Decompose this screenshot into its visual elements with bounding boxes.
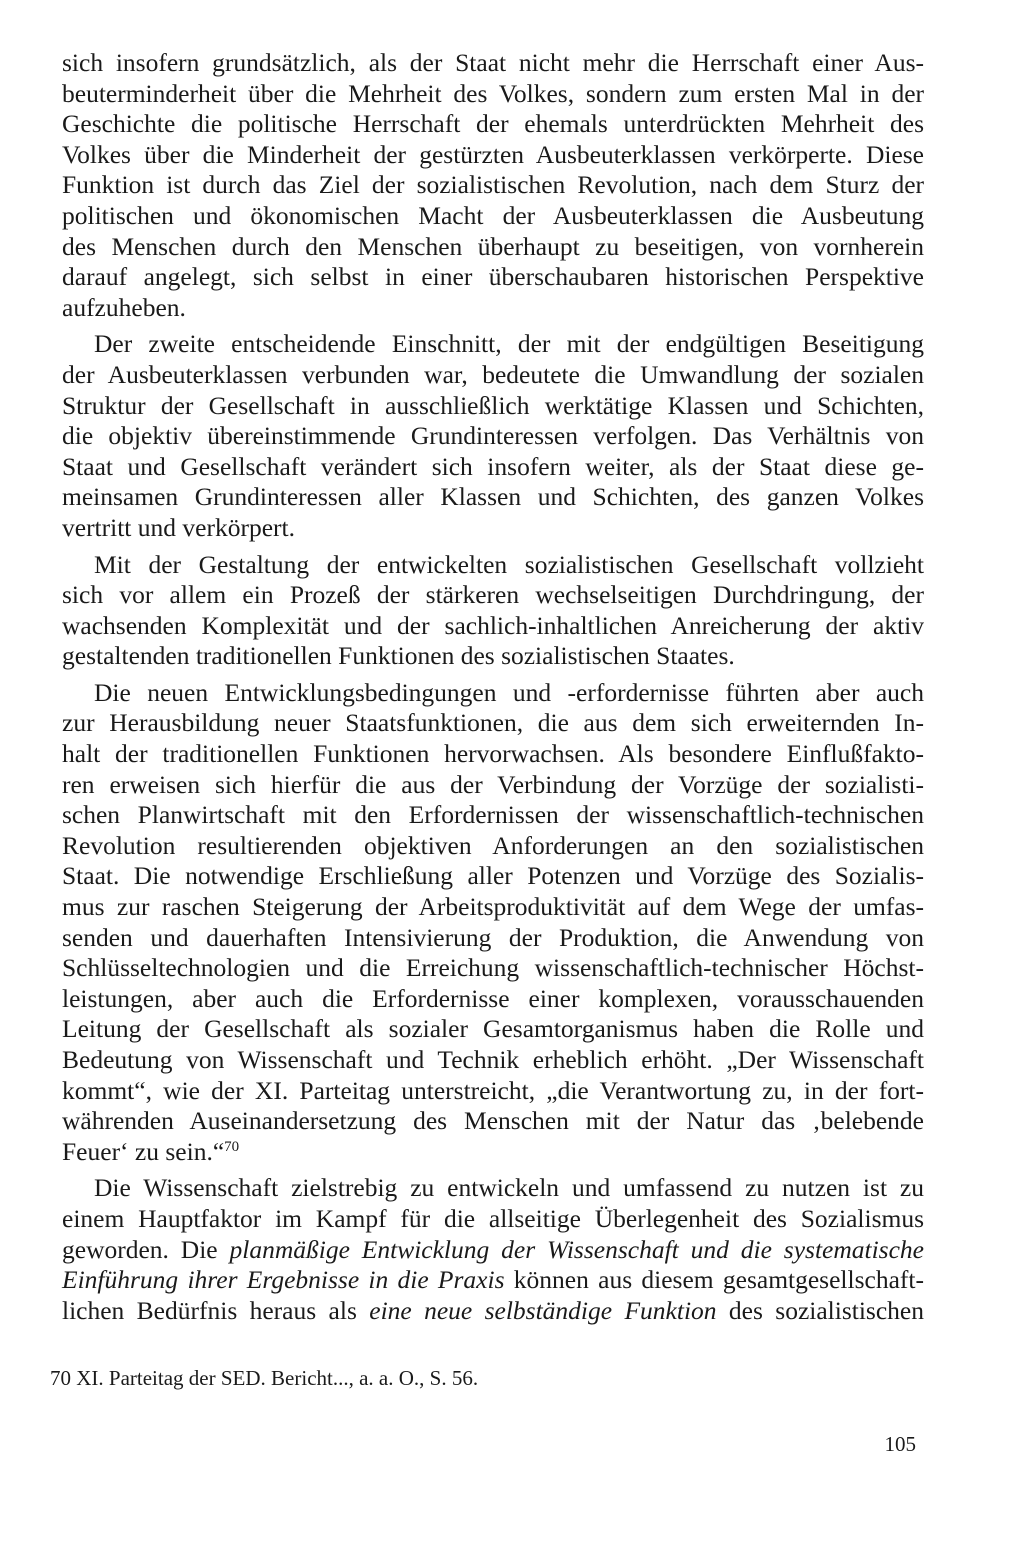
text-line: Die neuen Entwicklungsbedingungen und -erfordernisse führten aber auch <box>94 677 924 707</box>
text-line: zur Herausbildung neuer Staatsfunktionen, die aus dem sich erweiternden In- <box>62 708 924 738</box>
text-line: gestaltenden traditionellen Funktionen des sozialistischen Staates. <box>62 641 735 671</box>
text-line <box>62 1235 924 1266</box>
paragraph-2 <box>62 329 924 543</box>
text-line: Struktur der Gesellschaft in ausschließlich werktätige Klassen und Schichten, <box>62 390 924 420</box>
text-line: leistungen, aber auch die Erfordernisse einer komplexen, vorausschauenden <box>62 983 924 1013</box>
text-line <box>62 1296 924 1327</box>
footnote-text: XI. Parteitag der SED. Bericht..., a. a. O., S. 56. <box>76 1366 479 1390</box>
text-segment: des sozialistischen <box>716 1295 924 1325</box>
text-line: Funktion ist durch das Ziel der sozialistischen Revolution, nach dem Sturz der <box>62 170 924 200</box>
text-line: der Ausbeuterklassen verbunden war, bedeutete die Umwandlung der sozialen <box>62 359 924 389</box>
text-line: sich insofern grundsätzlich, als der Staat nicht mehr die Herrschaft einer Aus- <box>62 48 924 77</box>
footnote <box>50 1365 478 1391</box>
text-line: halt der traditionellen Funktionen hervorwachsen. Als besondere Einflußfakto- <box>62 739 924 769</box>
text-line: schen Planwirtschaft mit den Erfordernissen der wissenschaftlich-technischen <box>62 800 924 830</box>
text-line: Der zweite entscheidende Einschnitt, der mit der endgültigen Beseitigung <box>94 329 924 359</box>
text-line: Mit der Gestaltung der entwickelten sozialistischen Gesellschaft vollzieht <box>94 549 924 579</box>
paragraph-3 <box>62 550 924 672</box>
text-line <box>62 1265 924 1296</box>
text-line: beuterminderheit über die Mehrheit des Volkes, sondern zum ersten Mal in der <box>62 78 924 108</box>
text-line: aufzuheben. <box>62 292 186 322</box>
text-line: einem Hauptfaktor im Kampf für die allseitige Überlegenheit des Sozialismus <box>62 1203 924 1233</box>
paragraph-1 <box>62 48 924 323</box>
text-line: politischen und ökonomischen Macht der Ausbeuterklassen die Ausbeutung <box>62 200 924 230</box>
text-line: Schlüsseltechnologien und die Erreichung wissenschaftlich-technischer Höchst- <box>62 953 924 983</box>
paragraph-5 <box>62 1173 924 1326</box>
text-line: währenden Auseinandersetzung des Menschen mit der Natur das ‚belebende <box>62 1106 924 1136</box>
text-segment: Feuer‘ zu sein.“ <box>62 1136 225 1166</box>
text-line: senden und dauerhaften Intensivierung der Produktion, die Anwendung von <box>62 922 924 952</box>
text-segment: können aus diesem gesamtgesellschaft- <box>504 1265 924 1295</box>
text-line: Staat und Gesellschaft verändert sich insofern weiter, als der Staat diese ge- <box>62 451 924 481</box>
text-line: des Menschen durch den Menschen überhaupt zu beseitigen, von vornherein <box>62 231 924 261</box>
text-line: Geschichte die politische Herrschaft der ehemals unterdrückten Mehrheit des <box>62 109 924 139</box>
emphasis-text: Einführung ihrer Ergebnisse in die Praxis <box>62 1265 505 1295</box>
text-line: wachsenden Komplexität und der sachlich-inhaltlichen Anreicherung der aktiv <box>62 610 924 640</box>
text-line: Leitung der Gesellschaft als sozialer Gesamtorganismus haben die Rolle und <box>62 1014 924 1044</box>
emphasis-text: eine neue selbständige Funktion <box>369 1295 717 1325</box>
text-line <box>62 1137 924 1168</box>
text-segment: lichen Bedürfnis heraus als <box>62 1295 370 1325</box>
footnote-number: 70 <box>50 1366 71 1390</box>
text-line: sich vor allem ein Prozeß der stärkeren wechselseitigen Durchdringung, der <box>62 580 924 610</box>
footnote-reference: 70 <box>224 1138 240 1155</box>
text-line: vertritt und verkörpert. <box>62 512 295 542</box>
text-segment: geworden. Die <box>62 1234 230 1264</box>
text-line: Staat. Die notwendige Erschließung aller Potenzen und Vorzüge des Sozialis- <box>62 861 924 891</box>
text-line: Bedeutung von Wissenschaft und Technik erheblich erhöht. „Der Wissenschaft <box>62 1045 924 1074</box>
main-text <box>62 48 924 1326</box>
text-line: kommt“, wie der XI. Parteitag unterstreicht, „die Verantwortung zu, in der fort- <box>62 1075 924 1105</box>
text-line: Revolution resultierenden objektiven Anforderungen an den sozialistischen <box>62 830 924 860</box>
paragraph-4 <box>62 678 924 1168</box>
emphasis-text: planmäßige Entwicklung der Wissenschaft und die systematische <box>229 1234 924 1264</box>
text-line: darauf angelegt, sich selbst in einer überschaubaren historischen Perspektive <box>62 262 924 292</box>
text-line: die objektiv übereinstimmende Grundinteressen verfolgen. Das Verhältnis von <box>62 421 924 451</box>
text-line: mus zur raschen Steigerung der Arbeitsproduktivität auf dem Wege der umfas- <box>62 892 924 922</box>
text-line: ren erweisen sich hierfür die aus der Verbindung der Vorzüge der sozialisti- <box>62 769 924 799</box>
text-line: Volkes über die Minderheit der gestürzten Ausbeuterklassen verkörperte. Diese <box>62 139 924 169</box>
page-number: 105 <box>884 1432 916 1456</box>
text-line: Die Wissenschaft zielstrebig zu entwickeln und umfassend zu nutzen ist zu <box>94 1173 924 1203</box>
text-line: meinsamen Grundinteressen aller Klassen und Schichten, des ganzen Volkes <box>62 482 924 512</box>
